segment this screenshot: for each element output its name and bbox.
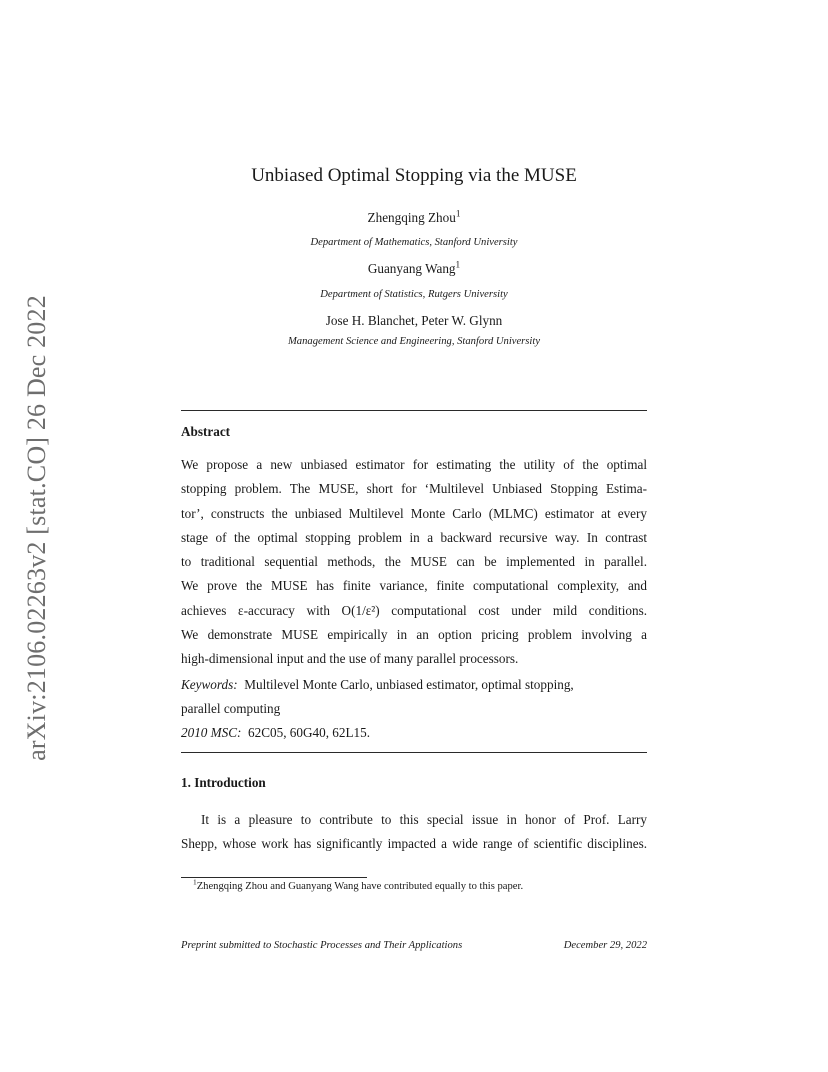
abstract-line: We propose a new unbiased estimator for estimating the utility of the optimal	[181, 457, 647, 472]
section-line: Shepp, whose work has significantly impacted a wide range of scientific disciplines.	[181, 836, 647, 852]
author-3-name: Jose H. Blanchet, Peter W. Glynn	[325, 313, 503, 328]
abstract-heading: Abstract	[181, 424, 231, 439]
abstract-line: tor’, constructs the unbiased Multilevel Monte Carlo (MLMC) estimator at every	[181, 505, 647, 521]
author-2-affiliation: Department of Statistics, Rutgers University	[320, 289, 508, 300]
footer-date: December 29, 2022	[563, 940, 647, 951]
footnote	[193, 877, 524, 892]
author-3	[0, 313, 828, 329]
abstract-line: We demonstrate MUSE empirically in an option pricing problem involving a	[181, 627, 647, 643]
footnote-mark: 1	[193, 877, 197, 887]
keywords-label: Keywords:	[181, 677, 238, 692]
author-1-affiliation: Department of Mathematics, Stanford University	[310, 237, 518, 248]
author-3-affiliation: Management Science and Engineering, Stanford University	[287, 336, 541, 347]
abstract-line: to traditional sequential methods, the MUSE can be implemented in parallel.	[181, 554, 647, 570]
keywords	[181, 677, 647, 693]
abstract-line: stage of the optimal stopping problem in a backward recursive way. In contrast	[181, 529, 647, 545]
footer-journal: Preprint submitted to Stochastic Processes and Their Applications	[181, 940, 463, 951]
abstract-line: stopping problem. The MUSE, short for ‘Multilevel Unbiased Stopping Estima-	[181, 481, 647, 497]
section-heading: 1. Introduction	[181, 775, 266, 790]
keywords-text: Multilevel Monte Carlo, unbiased estimator, optimal stopping,	[244, 677, 574, 692]
abstract-line: high-dimensional input and the use of many parallel processors.	[181, 651, 519, 667]
author-1	[0, 210, 828, 226]
section-body	[181, 808, 647, 857]
msc-classification	[181, 725, 647, 741]
abstract-line: We prove the MUSE has finite variance, finite computational complexity, and	[181, 578, 647, 594]
footnote-rule	[181, 877, 367, 878]
abstract-top-rule	[181, 410, 647, 411]
author-2-footnote-mark: 1	[455, 259, 461, 270]
msc-label: 2010 MSC:	[181, 725, 242, 740]
keywords-continued: parallel computing	[181, 701, 281, 716]
abstract-line: achieves ε-accuracy with O(1/ε²) computational cost under mild conditions.	[181, 602, 647, 618]
author-2-name: Guanyang Wang	[367, 261, 456, 276]
section-line: It is a pleasure to contribute to this special issue in honor of Prof. Larry	[201, 812, 647, 827]
abstract-bottom-rule	[181, 752, 647, 753]
author-1-footnote-mark: 1	[455, 208, 461, 219]
paper-title: Unbiased Optimal Stopping via the MUSE	[251, 165, 577, 186]
arxiv-identifier: arXiv:2106.02263v2 [stat.CO] 26 Dec 2022	[22, 295, 51, 761]
abstract-body	[181, 453, 647, 672]
footnote-text: Zhengqing Zhou and Guanyang Wang have contributed equally to this paper.	[196, 881, 524, 892]
author-2	[0, 261, 828, 277]
msc-codes: 62C05, 60G40, 62L15.	[248, 725, 371, 740]
author-1-name: Zhengqing Zhou	[367, 210, 456, 225]
